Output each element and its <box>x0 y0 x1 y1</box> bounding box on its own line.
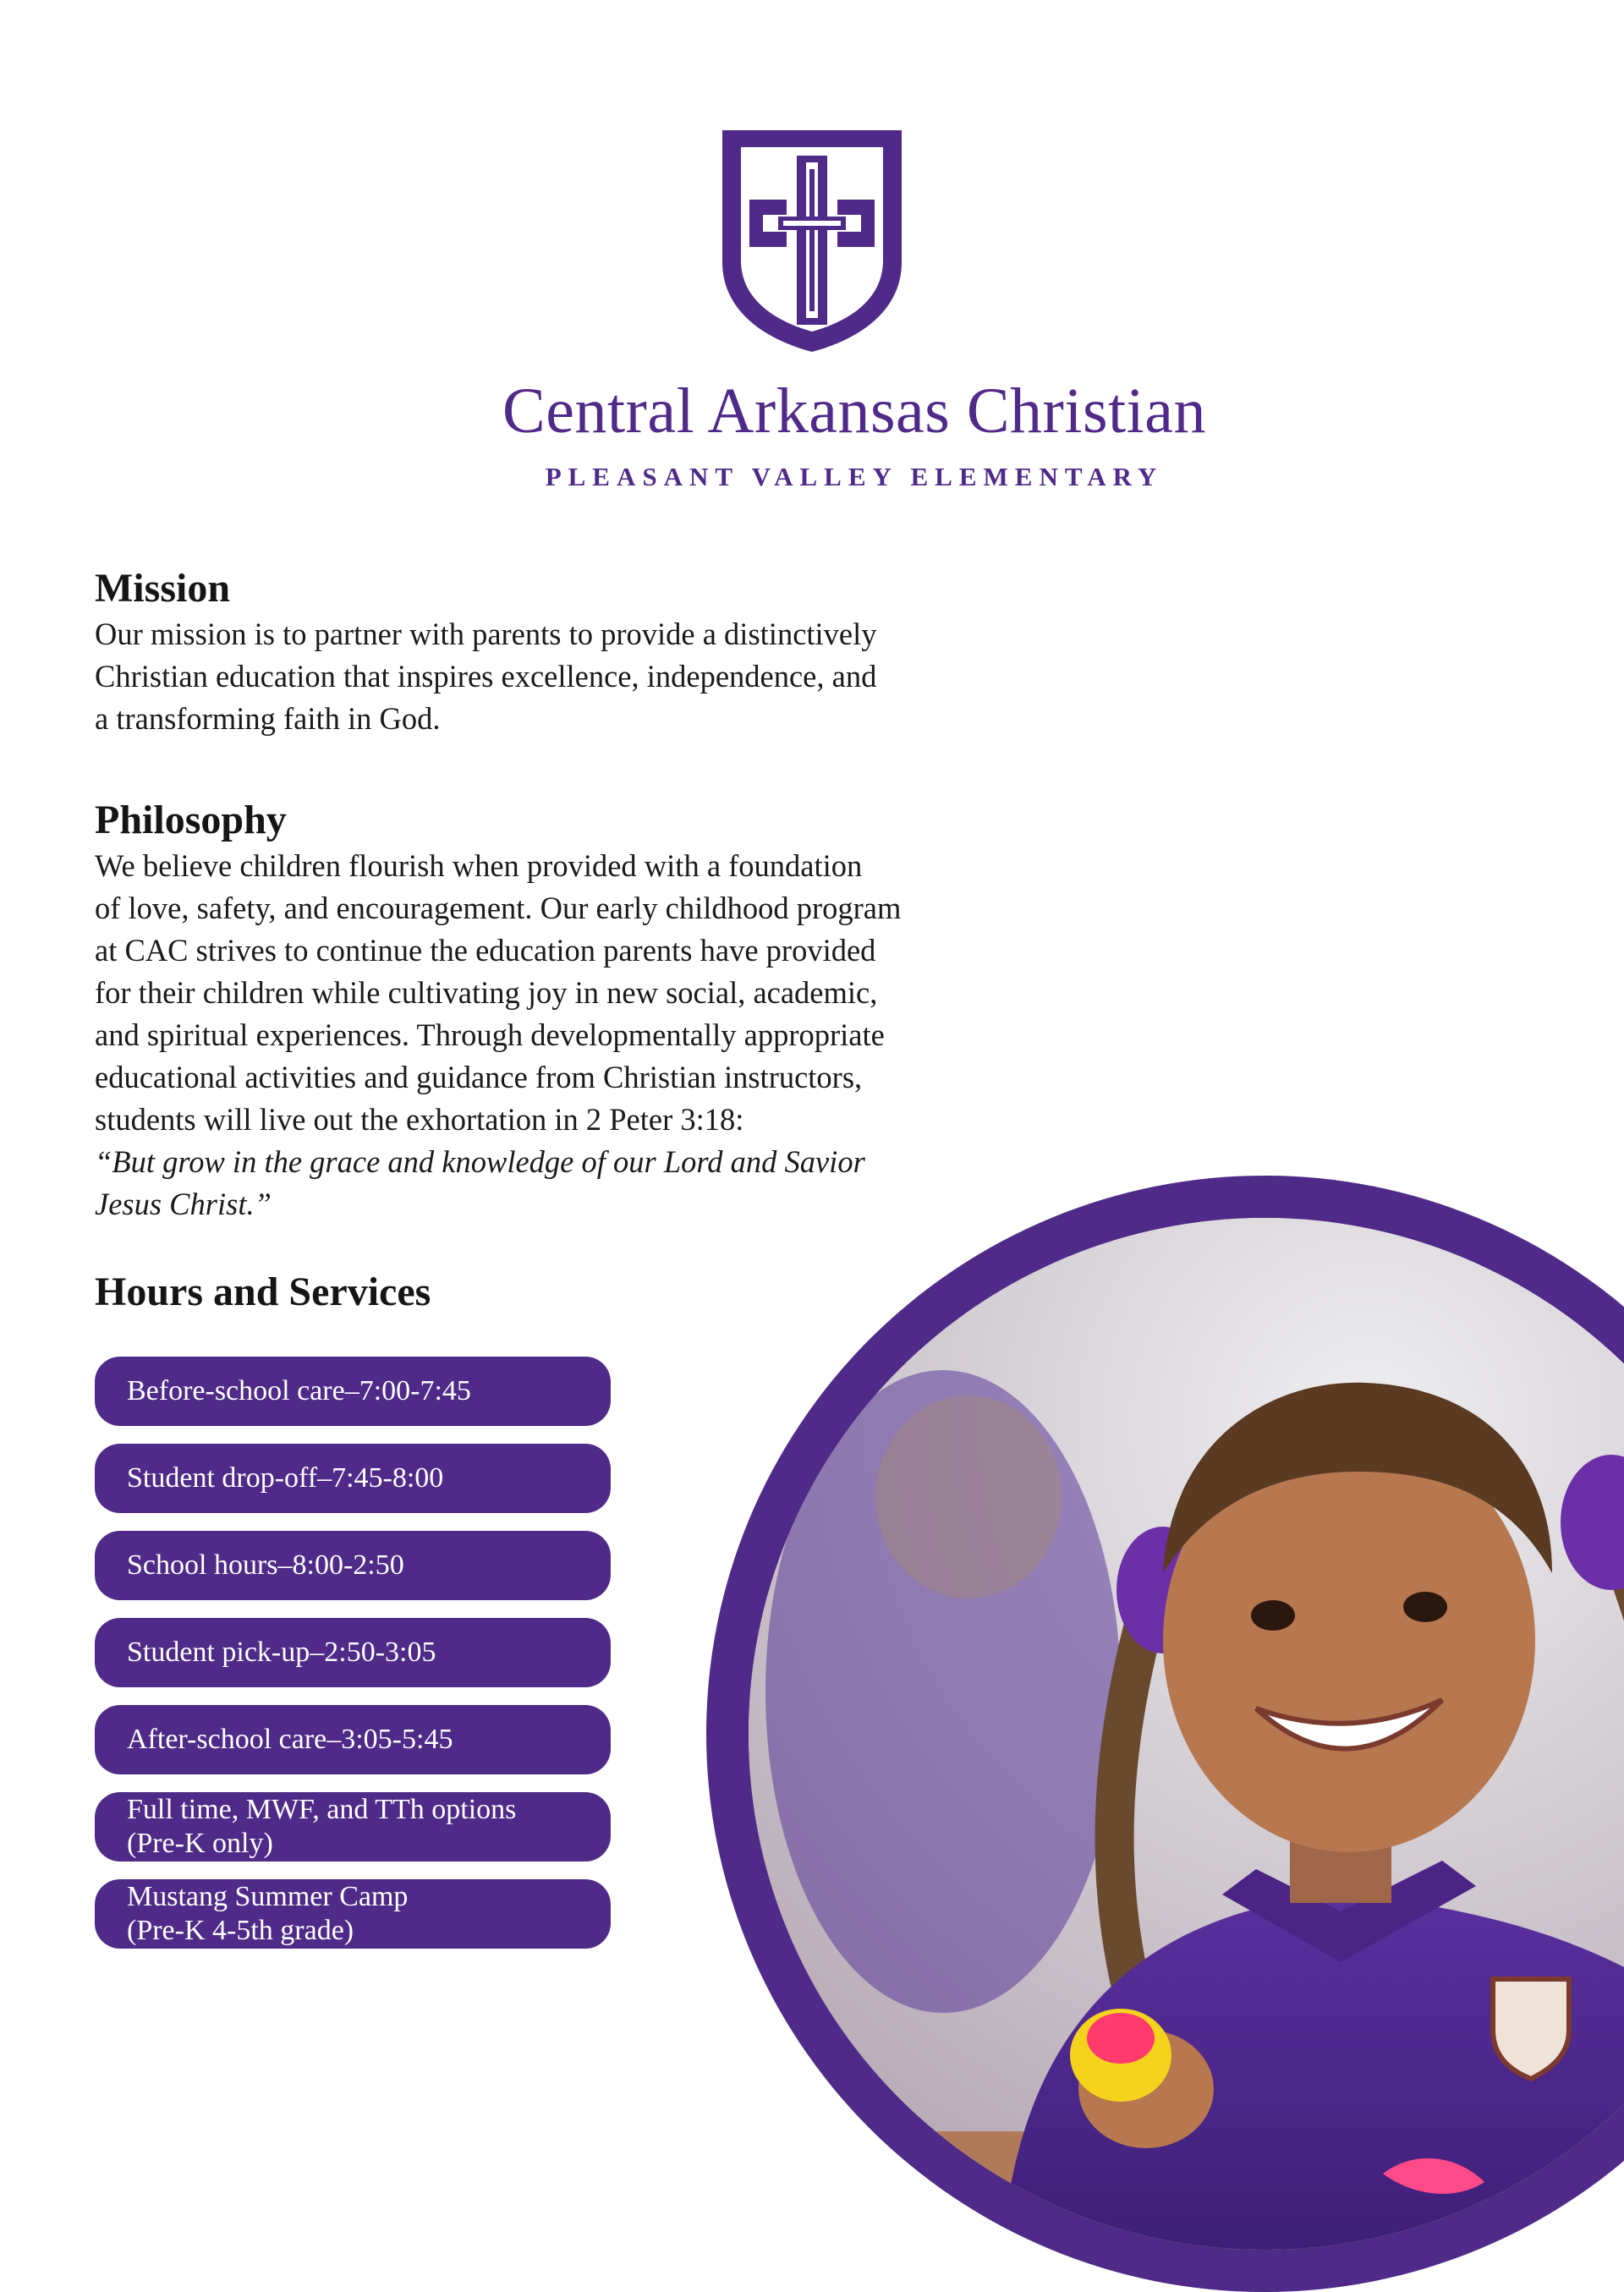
philosophy-line: We believe children flourish when provided with a foundation <box>95 848 863 883</box>
hours-item-label: Student drop-off–7:45-8:00 <box>127 1462 444 1494</box>
hours-item-after-school <box>95 1705 611 1774</box>
philosophy-heading: Philosophy <box>95 798 287 842</box>
hours-item-label: Full time, MWF, and TTh options <box>127 1794 517 1825</box>
hours-item-pick-up <box>95 1618 611 1687</box>
mission-line: Christian education that inspires excellence, independence, and <box>95 659 877 694</box>
hours-item-label: Student pick-up–2:50-3:05 <box>127 1637 436 1668</box>
hours-heading: Hours and Services <box>95 1269 431 1314</box>
school-name: Central Arkansas Christian <box>502 376 1206 447</box>
hours-item-label: School hours–8:00-2:50 <box>127 1549 404 1581</box>
hours-item-drop-off <box>95 1444 611 1513</box>
mission-line: Our mission is to partner with parents to provide a distinctively <box>95 617 877 651</box>
mission-line: a transforming faith in God. <box>95 701 441 736</box>
hours-item-label: Before-school care–7:00-7:45 <box>127 1375 471 1406</box>
hours-item-note: (Pre-K only) <box>127 1828 273 1859</box>
philosophy-line: of love, safety, and encouragement. Our early childhood program <box>95 891 902 925</box>
philosophy-line: at CAC strives to continue the education parents have provided <box>95 933 876 968</box>
hours-item-note: (Pre-K 4-5th grade) <box>127 1915 354 1946</box>
philosophy-line: educational activities and guidance from Christian instructors, <box>95 1060 863 1094</box>
hours-item-school-hours <box>95 1531 611 1600</box>
mission-text <box>95 613 991 740</box>
philosophy-line: students will live out the exhortation in 2 Peter 3:18: <box>95 1102 744 1137</box>
hours-item-label: After-school care–3:05-5:45 <box>127 1724 453 1755</box>
mission-heading: Mission <box>95 566 231 611</box>
scripture-quote-line: Jesus Christ.” <box>95 1187 272 1221</box>
school-crest-logo <box>719 127 905 355</box>
scripture-quote-line: “But grow in the grace and knowledge of our Lord and Savior <box>95 1144 865 1179</box>
philosophy-line: and spiritual experiences. Through developmentally appropriate <box>95 1017 885 1052</box>
philosophy-line: for their children while cultivating joy in new social, academic, <box>95 975 878 1010</box>
hours-item-options <box>95 1792 611 1862</box>
philosophy-text <box>95 845 991 1226</box>
school-subtitle: PLEASANT VALLEY ELEMENTARY <box>545 462 1164 491</box>
hours-item-summer-camp <box>95 1879 611 1949</box>
hours-item-label: Mustang Summer Camp <box>127 1881 409 1912</box>
hours-item-before-school <box>95 1357 611 1426</box>
